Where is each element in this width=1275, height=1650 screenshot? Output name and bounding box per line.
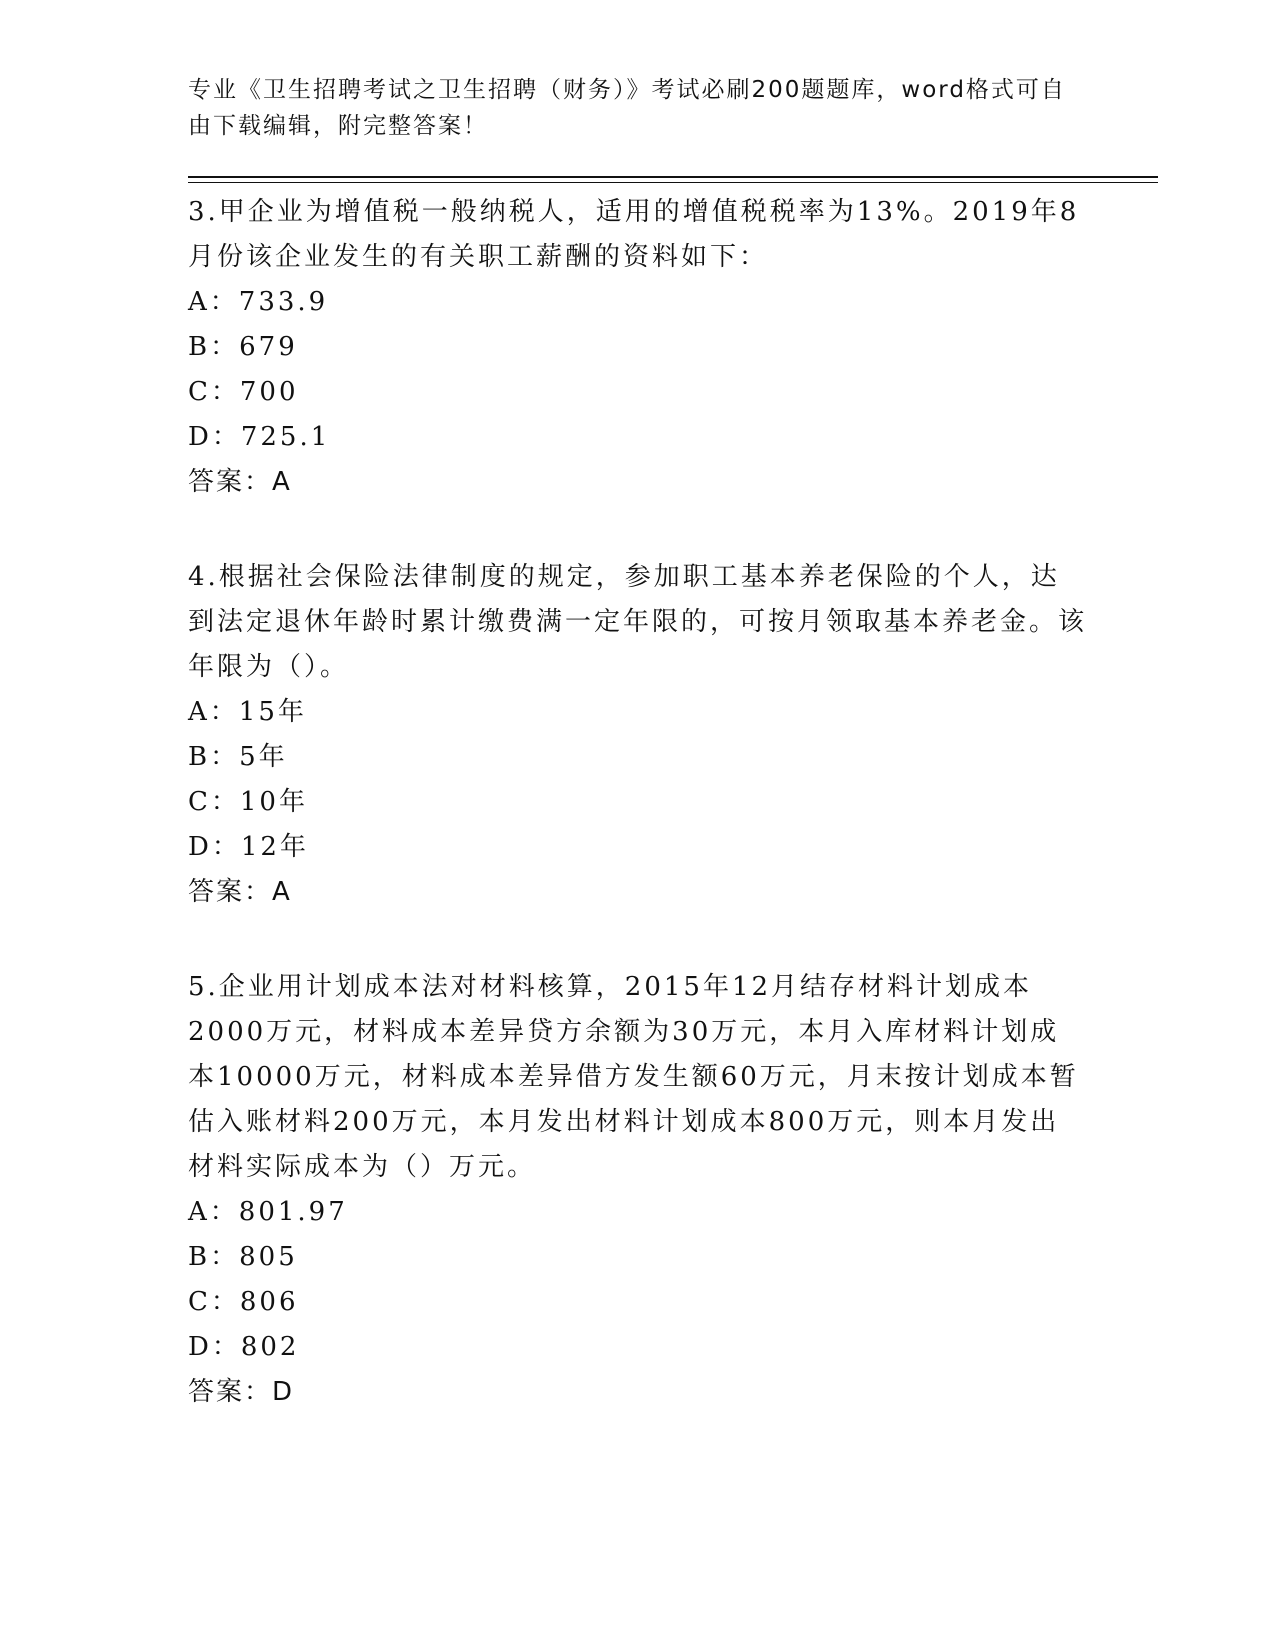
- option-b: B：5年: [188, 742, 288, 772]
- answer: 答案：A: [188, 877, 292, 907]
- question-stem: 4.根据社会保险法律制度的规定，参加职工基本养老保险的个人，达到法定退休年龄时累计缴费满一定年限的，可按月领取基本养老金。该年限为（）。: [188, 562, 1088, 682]
- option-c: C：806: [188, 1287, 299, 1317]
- option-d: D：802: [188, 1332, 300, 1362]
- question-stem: 5.企业用计划成本法对材料核算，2015年12月结存材料计划成本2000万元，材料成本差异贷方余额为30万元，本月入库材料计划成本10000万元，材料成本差异借方发生额60万元，月末按计划成本暂估入账材料200万元，本月发出材料计划成本800万元，则本月发出材料实际成本为（）万元。: [188, 972, 1079, 1182]
- question-stem: 3.甲企业为增值税一般纳税人，适用的增值税税率为13%。2019年8月份该企业发生的有关职工薪酬的资料如下：: [188, 197, 1080, 272]
- option-b: B：805: [188, 1242, 298, 1272]
- header-divider-thin: [188, 182, 1158, 183]
- question-block: [188, 190, 1088, 505]
- option-a: A：733.9: [188, 287, 329, 317]
- question-block: [188, 965, 1088, 1415]
- answer: 答案：D: [188, 1377, 295, 1407]
- option-c: C：10年: [188, 787, 308, 817]
- option-c: C：700: [188, 377, 299, 407]
- question-block: [188, 555, 1088, 915]
- header-divider-thick: [188, 176, 1158, 178]
- document-header: 专业《卫生招聘考试之卫生招聘（财务）》考试必刷200题题库，word格式可自由下载编辑，附完整答案！: [188, 77, 1066, 139]
- option-b: B：679: [188, 332, 298, 362]
- option-d: D：12年: [188, 832, 309, 862]
- option-a: A：801.97: [188, 1197, 348, 1227]
- option-a: A：15年: [188, 697, 307, 727]
- answer: 答案：A: [188, 467, 292, 497]
- option-d: D：725.1: [188, 422, 331, 452]
